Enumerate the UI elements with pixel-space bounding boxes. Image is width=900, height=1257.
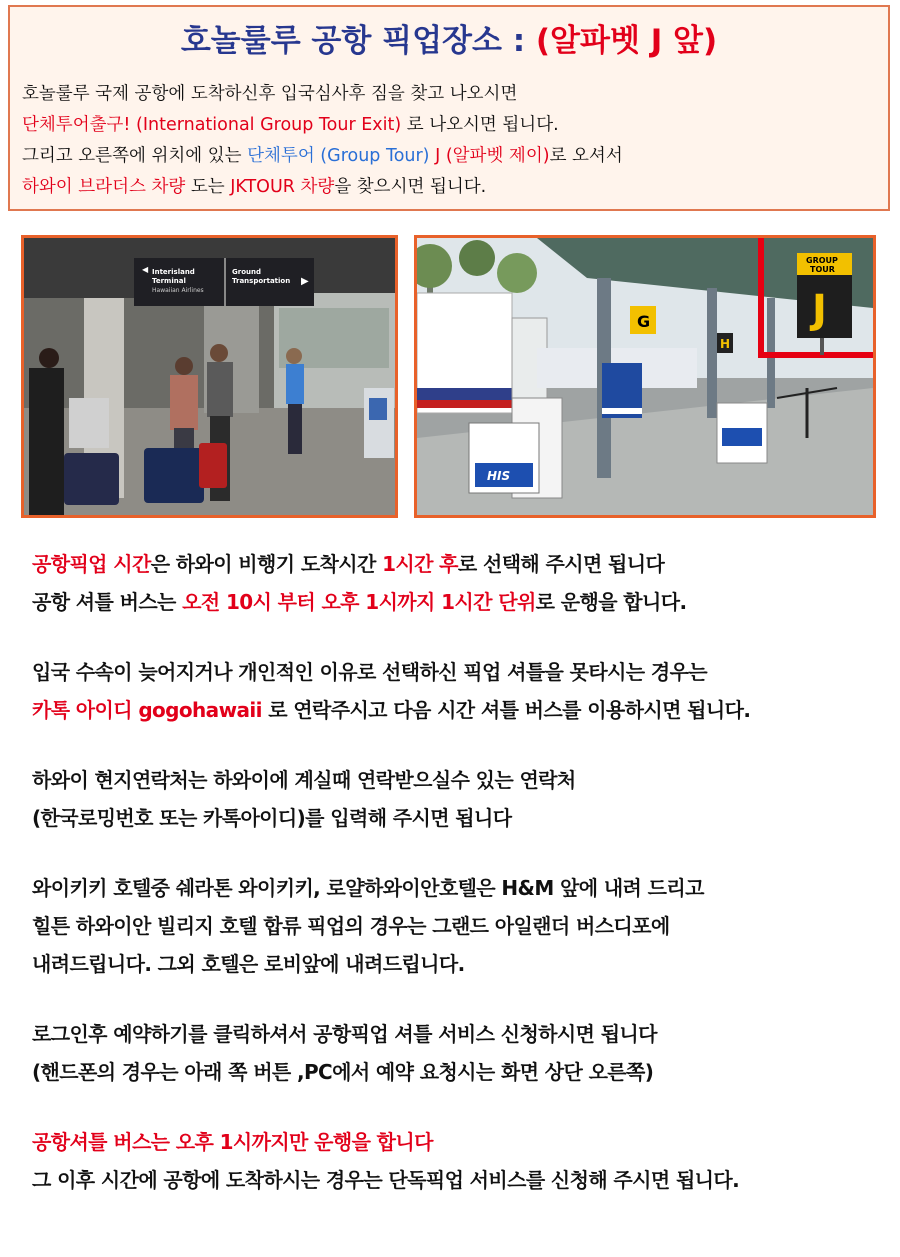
instruction-text: 로 나오시면 됩니다. bbox=[401, 115, 559, 135]
body-text: 은 하와이 비행기 도착시간 bbox=[150, 552, 383, 576]
paragraph-line: 내려드립니다. 그외 호텔은 로비앞에 내려드립니다. bbox=[32, 952, 465, 976]
pickup-instructions bbox=[22, 79, 882, 203]
paragraph-line: 입국 수속이 늦어지거나 개인적인 이유로 선택하신 픽업 셔틀을 못타시는 경우는 bbox=[32, 660, 708, 684]
body-text: 로 연락주시고 다음 시간 셔틀 버스를 이용하시면 됩니다. bbox=[261, 698, 751, 722]
highlight-text: 오전 10시 부터 오후 1시까지 1시간 단위 bbox=[182, 590, 536, 614]
group-tour-exit-text: 단체투어출구! (International Group Tour Exit) bbox=[22, 115, 402, 135]
operating-hours-paragraph bbox=[32, 1123, 882, 1199]
hotel-dropoff-paragraph bbox=[32, 869, 882, 983]
letter-j-text: J (알파벳 제이) bbox=[435, 146, 550, 166]
sign-ground-text: Ground bbox=[232, 268, 261, 276]
sign-transportation-text: Transportation bbox=[232, 277, 291, 285]
highlight-text: 1시간 후 bbox=[382, 552, 458, 576]
booking-paragraph bbox=[32, 1015, 882, 1091]
missed-shuttle-paragraph bbox=[32, 653, 882, 729]
paragraph-line: 공항셔틀 버스는 오후 1시까지만 운행을 합니다 bbox=[32, 1130, 433, 1154]
body-text: 공항 셔틀 버스는 bbox=[32, 590, 183, 614]
sign-terminal-text: Terminal bbox=[152, 277, 186, 285]
paragraph-line: (핸드폰의 경우는 아래 쪽 버튼 ,PC에서 예약 요청시는 화면 상단 오른쪽) bbox=[32, 1060, 654, 1084]
instruction-text: 그리고 오른쪽에 위치에 있는 bbox=[22, 146, 248, 166]
paragraph-line: 그 이후 시간에 공항에 도착하시는 경우는 단독픽업 서비스를 신청해 주시면 됩니다. bbox=[32, 1168, 740, 1192]
letter-h-sign: H bbox=[720, 337, 731, 351]
group-tour-curb-photo bbox=[414, 235, 876, 518]
arrival-hall-illustration bbox=[24, 238, 395, 515]
letter-g-sign: G bbox=[637, 312, 651, 331]
instruction-text: 호놀룰루 국제 공항에 도착하신후 입국심사후 짐을 찾고 나오시면 bbox=[22, 84, 518, 104]
paragraph-line: 로그인후 예약하기를 클릭하셔서 공항픽업 셔틀 서비스 신청하시면 됩니다 bbox=[32, 1022, 657, 1046]
group-tour-text: 단체투어 (Group Tour) bbox=[247, 146, 430, 166]
pickup-notice-box bbox=[8, 5, 890, 211]
local-contact-paragraph bbox=[32, 761, 882, 837]
pickup-time-paragraph bbox=[32, 545, 882, 621]
body-text: 로 운행을 합니다. bbox=[535, 590, 687, 614]
title-highlight: (알파벳 J 앞) bbox=[535, 23, 718, 59]
pickup-curb-illustration bbox=[417, 238, 873, 515]
paragraph-line: 힐튼 하와이안 빌리지 호텔 합류 픽업의 경우는 그랜드 아일랜더 버스디포에 bbox=[32, 914, 670, 938]
vehicle-name-text: JKTOUR 차량 bbox=[230, 177, 335, 197]
sign-interisland-text: Interisland bbox=[152, 268, 195, 276]
instruction-line bbox=[22, 79, 882, 110]
instruction-line bbox=[22, 141, 882, 172]
paragraph-line: (한국로밍번호 또는 카톡아이디)를 입력해 주시면 됩니다 bbox=[32, 806, 512, 830]
instruction-text: 로 오셔서 bbox=[549, 146, 623, 166]
body-text: 로 선택해 주시면 됩니다 bbox=[457, 552, 665, 576]
airport-arrival-photo bbox=[21, 235, 398, 518]
paragraph-line bbox=[32, 691, 882, 729]
group-tour-sign-line2: TOUR bbox=[810, 265, 835, 274]
instruction-line bbox=[22, 172, 882, 203]
his-cart-label: HIS bbox=[487, 469, 511, 483]
paragraph-line: 하와이 현지연락처는 하와이에 계실때 연락받으실수 있는 연락처 bbox=[32, 768, 576, 792]
sign-airline-text: Hawaiian Airlines bbox=[152, 287, 204, 294]
group-tour-sign-line1: GROUP bbox=[806, 256, 838, 265]
paragraph-line bbox=[32, 545, 882, 583]
instruction-line bbox=[22, 110, 882, 141]
page-title bbox=[10, 15, 888, 60]
svg-text:▶: ▶ bbox=[301, 276, 309, 287]
highlight-text: 공항픽업 시간 bbox=[32, 552, 151, 576]
instruction-text: 을 찾으시면 됩니다. bbox=[334, 177, 487, 197]
letter-j-sign: J bbox=[812, 287, 827, 333]
kakao-id-text: 카톡 아이디 gogohawaii bbox=[32, 698, 262, 722]
paragraph-line bbox=[32, 583, 882, 621]
vehicle-name-text: 하와이 브라더스 차량 bbox=[22, 177, 186, 197]
svg-text:◀: ◀ bbox=[142, 265, 149, 274]
paragraph-line: 와이키키 호텔중 쉐라톤 와이키키, 로얄하와이안호텔은 H&M 앞에 내려 드리고 bbox=[32, 876, 704, 900]
instruction-text: 도는 bbox=[185, 177, 231, 197]
title-main: 호놀룰루 공항 픽업장소 : bbox=[180, 23, 536, 59]
pickup-guidance bbox=[32, 545, 882, 1231]
